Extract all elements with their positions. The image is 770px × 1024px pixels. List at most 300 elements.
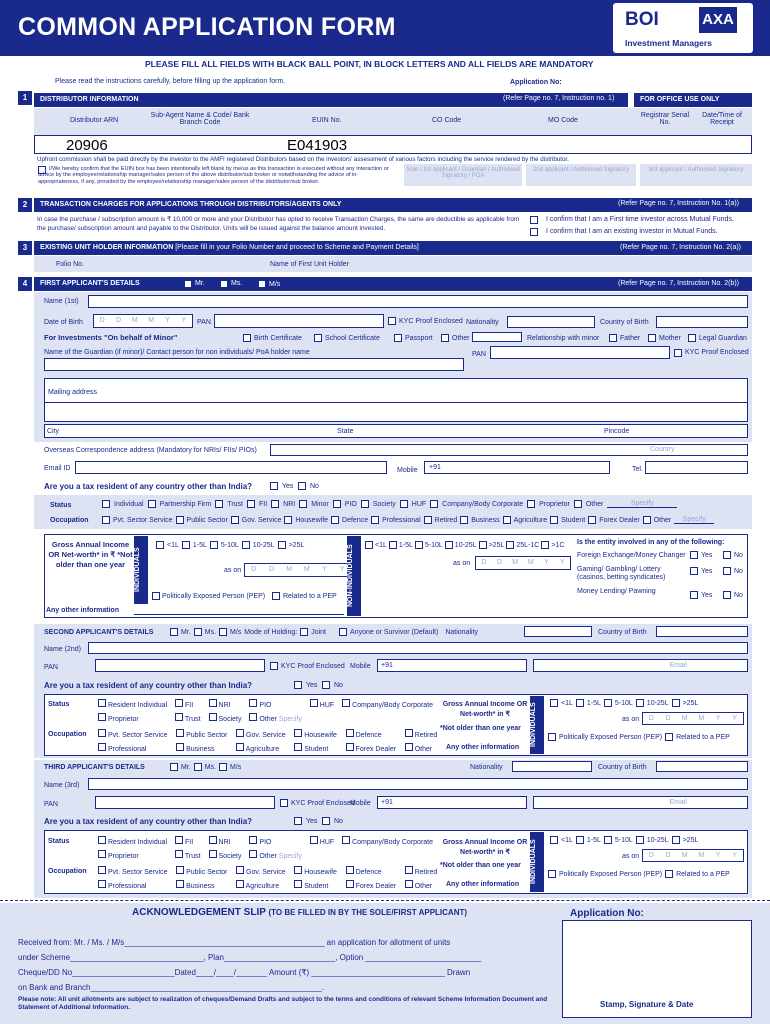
income-checkbox[interactable] [672,836,680,844]
occupation-2-options [98,729,443,753]
entity-yes-checkbox[interactable] [690,567,698,575]
status-option-label: Proprietor [107,716,139,723]
income-option-label: 1-5L [586,836,601,844]
status-option-label: NRI [218,702,231,709]
as-on-2-input[interactable] [642,712,744,725]
occupation-checkbox[interactable] [294,866,302,874]
entity-no-checkbox[interactable] [723,567,731,575]
mss-checkbox[interactable] [219,763,227,771]
kyc-2nd-label: KYC Proof Enclosed [281,663,345,670]
entity-no-checkbox[interactable] [723,551,731,559]
specify-field[interactable]: Specify [278,716,302,723]
occupation-option-label: Public Sector [186,516,228,524]
occupation-checkbox[interactable] [98,743,106,751]
income-checkbox[interactable] [550,699,558,707]
occupation-checkbox[interactable] [405,729,413,737]
occupation-option-label: Professional [107,883,147,890]
status-checkbox[interactable] [333,500,341,508]
occupation-option-label: Student [304,746,329,753]
status-checkbox[interactable] [249,836,257,844]
status-checkbox[interactable] [342,836,350,844]
mr-label: Mr. [181,628,191,636]
status-checkbox[interactable] [209,699,217,707]
status-option-label: FII [185,702,194,709]
income-checkbox[interactable] [576,699,584,707]
occupation-option-label: Housewife [295,516,329,524]
mr-checkbox[interactable] [184,280,192,288]
status-checkbox[interactable] [209,850,217,858]
mss-checkbox[interactable] [219,628,227,636]
specify-field[interactable]: Specify [278,853,302,860]
guardian-pan-input[interactable] [490,346,670,359]
arn-value[interactable]: 20906 [66,137,108,154]
date-digit: D [268,566,275,573]
status-option-label: Trust [227,500,243,508]
occupation-option-label: Business [186,883,215,890]
city-row-input[interactable] [44,424,748,438]
income-checkbox[interactable] [636,836,644,844]
occupation-checkbox[interactable] [236,880,244,888]
status-option-label: NRI [218,839,231,846]
other-proof-label: Other [452,335,470,342]
status-label: Status [50,502,72,509]
income-checkbox[interactable] [604,699,612,707]
mobile-3rd-input[interactable]: +91 [377,796,527,809]
arn-label: Distributor ARN [70,117,119,124]
third-title-options [170,763,241,771]
name-3rd-label: Name (3rd) [44,782,80,789]
cob-3-input[interactable] [656,761,748,772]
existing-investor-checkbox[interactable] [530,228,538,236]
status-checkbox[interactable] [400,500,408,508]
income-option-label: 10-25L [646,836,669,844]
income-option-label: 10-25L [252,541,275,549]
individuals-tag-2: INDIVIDUALS [530,696,544,754]
income-3-options [550,836,698,844]
status-option-label: Society [372,500,396,508]
as-on-date-input[interactable] [244,563,352,577]
status-checkbox[interactable] [310,699,318,707]
mss-label: M/s [230,763,242,771]
status-option-label: PIO [344,500,357,508]
status-checkbox[interactable] [271,500,279,508]
status-checkbox[interactable] [361,500,369,508]
passport-checkbox[interactable] [394,334,402,342]
signature-box-3[interactable]: 3rd applicant / Authorised Signatory [640,164,752,186]
income-checkbox[interactable] [672,699,680,707]
income-checkbox[interactable] [389,541,397,549]
application-no-label: Application No: [510,79,562,86]
section-note: [Please fill in your Folio Number and proceed to Scheme and Payment Details] [175,244,419,251]
as-on-3-input[interactable] [642,849,744,862]
guardian-input[interactable] [44,358,464,371]
country-placeholder: Country [650,446,675,453]
overseas-label: Overseas Correspondence address (Mandatory for NRIs/ FIIs/ PIOs) [44,447,257,454]
income-option-label: >25L [682,699,699,707]
anyone-survivor-label: Anyone or Survivor (Default) [350,628,439,636]
status-option-label: Proprietor [539,500,570,508]
status-options [102,500,677,508]
status-checkbox[interactable] [249,699,257,707]
tax-no-checkbox-2[interactable] [322,681,330,689]
passport-label: Passport [405,335,433,342]
occupation-checkbox[interactable] [176,743,184,751]
income-option-label: >1C [551,541,565,549]
occupation-checkbox[interactable] [176,516,184,524]
status-option-label: PIO [259,702,272,709]
pan-3rd-input[interactable] [95,796,275,809]
status-checkbox[interactable] [209,713,217,721]
subagent-label: Sub-Agent Name & Code/ Bank Branch Code [150,112,250,126]
tax-resident-question: Are you a tax resident of any country other than India? [44,482,253,491]
occupation-checkbox[interactable] [346,880,354,888]
mr-checkbox[interactable] [170,628,178,636]
income-checkbox[interactable] [541,541,549,549]
pep-checkbox[interactable] [152,592,160,600]
mobile-2nd-input[interactable]: +91 [377,659,527,672]
school-cert-checkbox[interactable] [314,334,322,342]
income-checkbox[interactable] [278,541,286,549]
mss-checkbox[interactable] [258,280,266,288]
occupation-checkbox[interactable] [98,866,106,874]
status-option-label: Partnership Firm [159,500,212,508]
occupation-checkbox[interactable] [550,516,558,524]
pan-2nd-input[interactable] [95,659,265,672]
pep-3-options [548,870,730,878]
income-checkbox[interactable] [365,541,373,549]
mss-label: M/s [230,628,242,636]
email-2nd-input[interactable]: Email [533,659,748,672]
no-label: No [734,567,743,575]
income-option-label: 1-5L [586,699,601,707]
occupation-checkbox[interactable] [294,743,302,751]
name-3rd-input[interactable] [88,778,748,790]
occupation-checkbox[interactable] [588,516,596,524]
nationality-input[interactable] [507,316,595,328]
occupation-checkbox[interactable] [346,866,354,874]
status-checkbox[interactable] [527,500,535,508]
other-proof-input[interactable] [472,332,522,342]
ms-checkbox[interactable] [194,628,202,636]
occupation-checkbox[interactable] [236,866,244,874]
date-digit: Y [732,715,738,722]
status-checkbox[interactable] [98,836,106,844]
income-option-label: <1L [561,699,573,707]
boi-axa-logo [613,3,753,53]
yes-label: Yes [701,551,713,559]
mother-label: Mother [659,335,681,342]
status-checkbox[interactable] [310,836,318,844]
euin-label: EUIN No. [312,117,342,124]
signature-box-1[interactable]: Sole / 1st applicant / Guardian / Authorised Signatory / POA [404,164,522,186]
income-2-options [550,699,698,707]
tax-no-checkbox[interactable] [298,482,306,490]
status-checkbox[interactable] [215,500,223,508]
entity-yes-checkbox[interactable] [690,591,698,599]
occupation-checkbox[interactable] [346,743,354,751]
occupation-checkbox[interactable] [405,866,413,874]
pan-label: PAN [197,319,211,326]
occupation-label: Occupation [50,517,89,524]
income-option-label: 5-10L [424,541,443,549]
school-cert-label: School Certificate [325,335,380,342]
minor-label: For Investments "On behalf of Minor" [44,333,178,342]
status-checkbox[interactable] [247,500,255,508]
country-of-birth-input[interactable] [656,316,748,328]
income-checkbox[interactable] [415,541,423,549]
cut-line [0,900,770,901]
kyc-checkbox[interactable] [388,317,396,325]
dob-input[interactable] [93,314,193,328]
status-checkbox[interactable] [175,850,183,858]
status-checkbox[interactable] [342,699,350,707]
forex-label: Foreign Exchange/Money Changer [577,552,686,559]
status-option-label: Other [259,716,277,723]
occupation-checkbox[interactable] [331,516,339,524]
income-checkbox[interactable] [242,541,250,549]
entity-yes-checkbox[interactable] [690,551,698,559]
tax-yes-checkbox[interactable] [270,482,278,490]
occupation-checkbox[interactable] [371,516,379,524]
status-checkbox[interactable] [148,500,156,508]
euin-value[interactable]: E041903 [287,137,348,154]
occupation-checkbox[interactable] [236,743,244,751]
entity-no-checkbox[interactable] [723,591,731,599]
pep-checkbox[interactable] [548,733,556,741]
gai-2-text: Gross Annual Income OR Net-worth* in ₹ [442,701,528,718]
status-checkbox[interactable] [175,713,183,721]
income-option-label: 5-10L [614,836,633,844]
status-option-label: Minor [311,500,329,508]
section-ref: (Refer Page no. 7, Instruction No. 2(a)) [620,244,741,251]
cob-input[interactable] [656,626,748,637]
occupation-option-label: Housewife [304,732,337,739]
occupation-checkbox[interactable] [98,729,106,737]
status-option-label: Resident Individual [107,702,168,709]
other-proof-checkbox[interactable] [441,334,449,342]
date-digit: Y [339,566,345,573]
date-digit: Y [715,715,721,722]
mother-checkbox[interactable] [648,334,656,342]
section-title: TRANSACTION CHARGES FOR APPLICATIONS THROUGH DISTRIBUTORS/AGENTS ONLY [40,201,342,208]
dob-digit: D [99,317,105,324]
cob-label: Country of Birth [598,629,647,636]
occupation-option-label: Professional [382,516,421,524]
occupation-checkbox[interactable] [643,516,651,524]
any-other-2-label: Any other information [446,744,520,751]
kyc-3rd-checkbox[interactable] [280,799,288,807]
status-checkbox[interactable] [98,713,106,721]
section-number: 3 [18,241,32,255]
occupation-option-label: Forex Dealer [599,516,640,524]
status-option-label: Society [218,716,242,723]
tel-input[interactable] [645,461,748,474]
existing-investor-label: I confirm that I am an existing investor in Mutual Funds. [546,228,718,235]
ack-note: Please note: All unit allotments are subject to realization of cheques/Demand Drafts and subject to the terms and conditions of relevant Scheme Information Document and Statement of Additional Information. [18,996,548,1011]
pep-checkbox[interactable] [548,870,556,878]
date-digit: M [698,715,705,722]
occupation-option-label: Student [561,516,586,524]
status-checkbox[interactable] [98,699,106,707]
guardian-label: Name of the Guardian (if minor)/ Contact person for non individuals/ PoA holder name [44,349,310,356]
date-digit: D [251,566,257,573]
income-checkbox[interactable] [604,836,612,844]
related-pep-label: Related to a PEP [676,733,730,741]
income-checkbox[interactable] [576,836,584,844]
occupation-option-label: Other [414,746,433,753]
occupation-checkbox[interactable] [294,729,302,737]
status-checkbox[interactable] [209,836,217,844]
occupation-option-label: Gov. Service [246,732,286,739]
pep-label: Politically Exposed Person (PEP) [559,870,663,878]
name-2nd-input[interactable] [88,642,748,654]
status-checkbox[interactable] [249,850,257,858]
overseas-input[interactable] [270,444,748,456]
ack-line-4: on Bank and Branch____________________________________________________. [18,983,325,992]
occupation-checkbox[interactable] [176,729,184,737]
income-checkbox[interactable] [156,541,164,549]
status-checkbox[interactable] [175,699,183,707]
status-checkbox[interactable] [430,500,438,508]
tax-yes-checkbox-3[interactable] [294,817,302,825]
occupation-checkbox[interactable] [294,880,302,888]
logo-axa-text: AXA [699,7,737,33]
name-1st-input[interactable] [88,295,748,308]
guardian-kyc-checkbox[interactable] [674,349,682,357]
section-title: FIRST APPLICANT'S DETAILS [40,280,140,287]
father-label: Father [620,335,641,342]
related-pep-checkbox[interactable] [665,733,673,741]
tax-no-label-2: No [334,682,343,689]
income-checkbox[interactable] [210,541,218,549]
status-checkbox[interactable] [98,850,106,858]
occupation-checkbox[interactable] [231,516,239,524]
income-option-label: <1L [375,541,387,549]
related-pep-checkbox[interactable] [665,870,673,878]
status-checkbox[interactable] [249,713,257,721]
first-time-investor-checkbox[interactable] [530,216,538,224]
occupation-option-label: Other [414,883,433,890]
occupation-checkbox[interactable] [98,880,106,888]
tax-no-checkbox-3[interactable] [322,817,330,825]
occupation-checkbox[interactable] [176,866,184,874]
joint-checkbox[interactable] [300,628,308,636]
upfront-commission-text: Upfront commission shall be paid directly by the investor to the AMFI registered Distributors based on the investors' assessment of various factors including the service rendered by the distributor. [37,156,569,163]
legal-guardian-checkbox[interactable] [688,334,696,342]
guardian-pan-label: PAN [472,351,486,358]
second-applicant-title: SECOND APPLICANT'S DETAILS [44,629,154,636]
mobile-input[interactable]: +91 [424,461,610,474]
mobile-3rd-label: Mobile [350,800,371,807]
ack-line-2: under Scheme______________________________, Plan_________________________, Option __________________________ [18,953,482,962]
occupation-option-label: Agriculture [245,883,280,890]
income-checkbox[interactable] [550,836,558,844]
date-digit: D [648,852,654,859]
as-on-label: as on [224,567,242,574]
income-checkbox[interactable] [445,541,453,549]
email-input[interactable] [75,461,387,474]
email-3rd-input[interactable]: Email [533,796,748,809]
occupation-option-label: Housewife [304,869,337,876]
status-checkbox[interactable] [299,500,307,508]
tax-yes-label: Yes [282,483,294,490]
nationality-3-input[interactable] [512,761,592,772]
occupation-option-label: Gov. Service [241,516,282,524]
name-1st-label: Name (1st) [44,298,79,305]
occupation-checkbox[interactable] [405,880,413,888]
ms-checkbox[interactable] [220,280,228,288]
anyone-survivor-checkbox[interactable] [339,628,347,636]
occupation-checkbox[interactable] [460,516,468,524]
occupation-option-label: Public Sector [186,732,228,739]
mr-label: Mr. [195,280,205,287]
tax-yes-checkbox-2[interactable] [294,681,302,689]
status-checkbox[interactable] [574,500,582,508]
kyc-2nd-checkbox[interactable] [270,662,278,670]
income-option-label: 1-5L [192,541,207,549]
pan-input[interactable] [214,314,384,328]
occupation-checkbox[interactable] [284,516,292,524]
kyc-3rd-label: KYC Proof Enclosed [291,800,355,807]
occupation-checkbox[interactable] [176,880,184,888]
occupation-option-label: Agriculture [245,746,280,753]
nationality-input[interactable] [524,626,592,637]
income-checkbox[interactable] [479,541,487,549]
status-option-label: Other [585,500,604,508]
as-on-date-input-2[interactable] [475,556,571,570]
email-label: Email ID [44,465,71,472]
section-ref: (Refer Page no. 7, Instruction No. 2(b)) [618,280,739,287]
income-checkbox[interactable] [182,541,190,549]
occupation-checkbox[interactable] [424,516,432,524]
ms-checkbox[interactable] [194,763,202,771]
specify-field[interactable]: Specify [607,500,677,508]
state-label: State [337,428,354,435]
signature-box-2[interactable]: 2nd applicant / Authorised Signatory [526,164,636,186]
mailing-address-input[interactable] [44,378,748,422]
as-on-2-label: as on [622,716,640,723]
related-pep-checkbox[interactable] [272,592,280,600]
mr-checkbox[interactable] [170,763,178,771]
specify-field[interactable]: Specify [674,516,714,524]
legal-guardian-label: Legal Guardian [699,335,747,342]
section-ref: (Refer Page no. 7, Instruction No. 1(a)) [618,200,739,207]
mr-label: Mr. [181,763,191,771]
occupation-checkbox[interactable] [346,729,354,737]
occupation-checkbox[interactable] [102,516,110,524]
section-number: 4 [18,277,32,291]
related-pep-label: Related to a PEP [676,870,730,878]
tax-resident-question-3: Are you a tax resident of any country other than India? [44,817,253,826]
occupation-option-label: Retired [414,732,438,739]
occupation-option-label: Pvt. Sector Service [107,869,168,876]
status-checkbox[interactable] [175,836,183,844]
occupation-option-label: Gov. Service [246,869,286,876]
ack-title [132,907,467,918]
any-other-info-line[interactable] [134,614,344,615]
date-digit: Y [559,559,565,566]
income-checkbox[interactable] [636,699,644,707]
occupation-checkbox[interactable] [503,516,511,524]
income-options-nonindividual [365,541,564,549]
occupation-checkbox[interactable] [405,743,413,751]
father-checkbox[interactable] [609,334,617,342]
occupation-checkbox[interactable] [236,729,244,737]
pep-label: Politically Exposed Person (PEP) [162,593,266,600]
status-checkbox[interactable] [102,500,110,508]
birth-cert-checkbox[interactable] [243,334,251,342]
income-checkbox[interactable] [506,541,514,549]
